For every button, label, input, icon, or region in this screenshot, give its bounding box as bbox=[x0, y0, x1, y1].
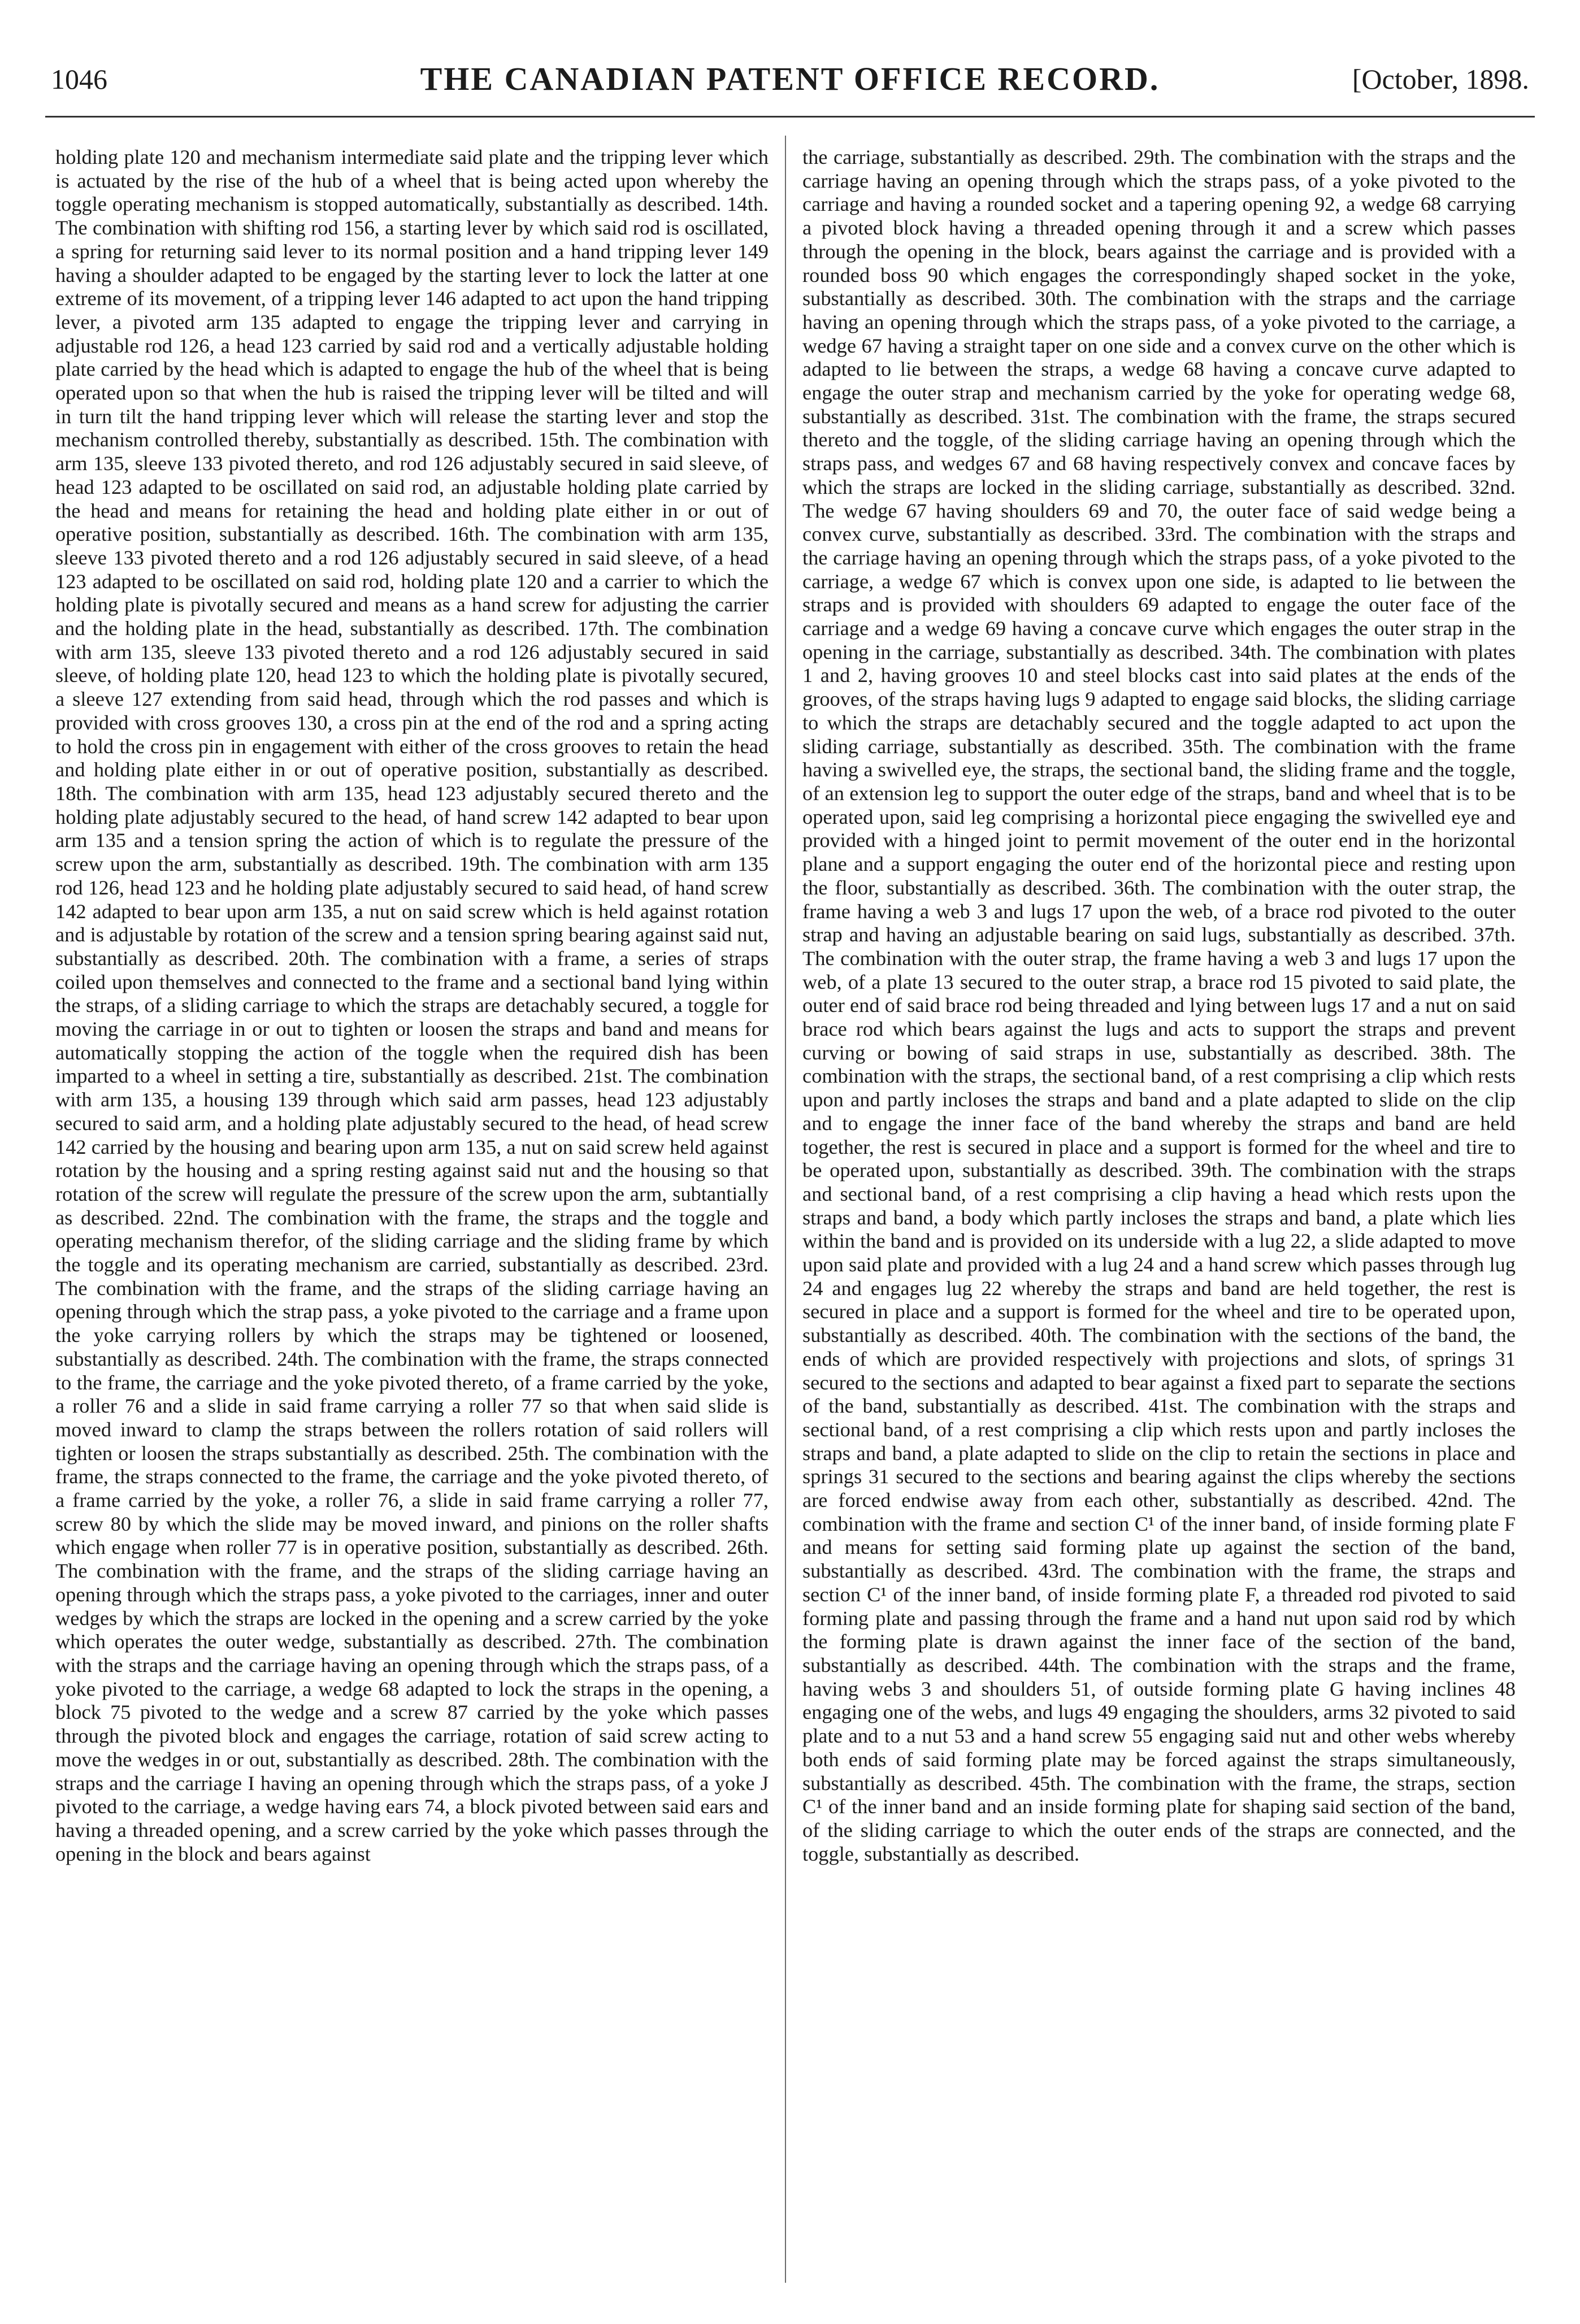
header-rule bbox=[45, 116, 1535, 118]
page-header bbox=[45, 51, 1535, 107]
left-column-text: holding plate 120 and mechanism intermediate said plate and the tripping lever which is actuated by the rise of the hub of a wheel that is being acted upon whereby the toggle operating mechanism is stopped automatically, substantially as described. 14th. The combination with shifting rod 156, a starting lever by which said rod is oscillated, a spring for returning said lever to its normal position and a hand tripping lever 149 having a shoulder adapted to be engaged by the starting lever to lock the latter at one extreme of its movement, of a tripping lever 146 adapted to act upon the hand tripping lever, a pivoted arm 135 adapted to engage the tripping lever and carrying in adjustable rod 126, a head 123 carried by said rod and a vertically adjustable holding plate carried by the head which is adapted to engage the hub of the wheel that is being operated upon so that when the hub is raised the tripping lever will be tilted and will in turn tilt the hand tripping lever which will release the starting lever and stop the mechanism controlled thereby, substantially as described. 15th. The combination with arm 135, sleeve 133 pivoted thereto, and rod 126 adjustably secured in said sleeve, of head 123 adapted to be oscillated on said rod, an adjustable holding plate carried by the head and means for retaining the head and holding plate either in or out of operative position, substantially as described. 16th. The combination with arm 135, sleeve 133 pivoted thereto and a rod 126 adjustably secured in said sleeve, of a head 123 adapted to be oscillated on said rod, holding plate 120 and a carrier to which the holding plate is pivotally secured and means as a hand screw for adjusting the carrier and the holding plate in the head, substantially as described. 17th. The combination with arm 135, sleeve 133 pivoted thereto and a rod 126 adjustably secured in said sleeve, of holding plate 120, head 123 to which the holding plate is pivotally secured, a sleeve 127 extending from said head, through which the rod passes and which is provided with cross grooves 130, a cross pin at the end of the rod and a spring acting to hold the cross pin in engagement with either of the cross grooves to retain the head and holding plate either in or out of operative position, substantially as described. 18th. The combination with arm 135, head 123 adjustably secured thereto and the holding plate adjustably secured to the head, of hand screw 142 adapted to bear upon arm 135 and a tension spring the action of which is to regulate the pressure of the screw upon the arm, substantially as described. 19th. The combination with arm 135 rod 126, head 123 and he holding plate adjustably secured to said head, of hand screw 142 adapted to bear upon arm 135, a nut on said screw which is held against rotation and is adjustable by rotation of the screw and a tension spring bearing against said nut, substantially as described. 20th. The combination with a frame, a series of straps coiled upon themselves and connected to the frame and a sectional band lying within the straps, of a sliding carriage to which the straps are detachably secured, a toggle for moving the carriage in or out to tighten or loosen the straps and band and means for automatically stopping the action of the toggle when the required dish has been imparted to a wheel in setting a tire, substantially as described. 21st. The combination with arm 135, a housing 139 through which said arm passes, head 123 adjustably secured to said arm, and a holding plate adjustably secured to the head, of head screw 142 carried by the housing and bearing upon arm 135, a nut on said screw held against rotation by the housing and a spring resting against said nut and the housing so that rotation of the screw will regulate the pressure of the screw upon the arm, subtantially as described. 22nd. The combination with the frame, the straps and the toggle and operating mechanism therefor, of the sliding carriage and the sliding frame by which the toggle and its operating mechanism are carried, substantially as described. 23rd. The combination with the frame, and the straps of the sliding carriage having an opening through which the strap pass, a yoke pivoted to the carriage and a frame upon the yoke carrying rollers by which the straps may be tightened or loosened, substantially as described. 24th. The combination with the frame, the straps connected to the frame, the carriage and the yoke pivoted thereto, of a frame carried by the yoke, a roller 76 and a slide in said frame carrying a roller 77 so that when said slide is moved inward to clamp the straps between the rollers rotation of said rollers will tighten or loosen the straps substantially as described. 25th. The combination with the frame, the straps connected to the frame, the carriage and the yoke pivoted thereto, of a frame carried by the yoke, a roller 76, a slide in said frame carrying a roller 77, screw 80 by which the slide may be moved inward, and pinions on the roller shafts which engage when roller 77 is in operative position, substantially as described. 26th. The combination with the frame, and the straps of the sliding carriage having an opening through which the straps pass, a yoke pivoted to the carriages, inner and outer wedges by which the straps are locked in the opening and a screw carried by the yoke which operates the outer wedge, substantially as described. 27th. The combination with the straps and the carriage having an opening through which the straps pass, of a yoke pivoted to the carriage, a wedge 68 adapted to lock the straps in the opening, a block 75 pivoted to the wedge and a screw 87 carried by the yoke which passes through the pivoted block and engages the carriage, rotation of said screw acting to move the wedges in or out, substantially as described. 28th. The combination with the straps and the carriage I having an opening through which the straps pass, of a yoke J pivoted to the carriage, a wedge having ears 74, a block pivoted between said ears and having a threaded opening, and a screw carried by the yoke which passes through the opening in the block and bears against bbox=[55, 146, 769, 1865]
column-divider bbox=[785, 136, 786, 2283]
issue-date: [October, 1898. bbox=[1352, 63, 1529, 95]
right-column bbox=[802, 146, 1516, 2282]
journal-title: THE CANADIAN PATENT OFFICE RECORD. bbox=[420, 60, 1160, 97]
page-number: 1046 bbox=[51, 63, 107, 95]
left-column bbox=[55, 146, 769, 2282]
right-column-text: the carriage, substantially as described. 29th. The combination with the straps and the carriage having an opening through which the straps pass, of a yoke pivoted to the carriage and having a rounded socket and a tapering opening 92, a wedge 68 carrying a pivoted block having a threaded opening through it and a screw which passes through the opening in the block, bears against the carriage and is provided with a rounded boss 90 which engages the correspondingly shaped socket in the yoke, substantially as described. 30th. The combination with the straps and the carriage having an opening through which the straps pass, of a yoke pivoted to the carriage, a wedge 67 having a straight taper on one side and a convex curve on the other which is adapted to lie between the straps, a wedge 68 having a concave curve adapted to engage the outer strap and mechanism carried by the yoke for operating wedge 68, substantially as described. 31st. The combination with the frame, the straps secured thereto and the toggle, of the sliding carriage having an opening through which the straps pass, and wedges 67 and 68 having respectively convex and concave faces by which the straps are locked in the sliding carriage, substantially as described. 32nd. The wedge 67 having shoulders 69 and 70, the outer face of said wedge being a convex curve, substantially as described. 33rd. The combination with the straps and the carriage having an opening through which the straps pass, of a yoke pivoted to the carriage, a wedge 67 which is convex upon one side, is adapted to lie between the straps and is provided with shoulders 69 adapted to engage the outer face of the carriage and a wedge 69 having a concave curve which engages the outer strap in the opening in the carriage, substantially as described. 34th. The combination with plates 1 and 2, having grooves 10 and steel blocks cast into said plates at the ends of the grooves, of the straps having lugs 9 adapted to engage said blocks, the sliding carriage to which the straps are detachably secured and the toggle adapted to act upon the sliding carriage, substantially as described. 35th. The combination with the frame having a swivelled eye, the straps, the sectional band, the sliding frame and the toggle, of an extension leg to support the outer edge of the straps, band and wheel that is to be operated upon, said leg comprising a horizontal piece engaging the swivelled eye and provided with a hinged joint to permit movement of the outer end in the horizontal plane and a support engaging the outer end of the horizontal piece and resting upon the floor, substantially as described. 36th. The combination with the outer strap, the frame having a web 3 and lugs 17 upon the web, of a brace rod pivoted to the outer strap and having an adjustable bearing on said lugs, substantially as described. 37th. The combination with the outer strap, the frame having a web 3 and lugs 17 upon the web, of a plate 13 secured to the outer strap, a brace rod 15 pivoted to said plate, the outer end of said brace rod being threaded and lying between lugs 17 and a nut on said brace rod which bears against the lugs and acts to support the straps and prevent curving or bowing of said straps in use, substantially as described. 38th. The combination with the straps, the sectional band, of a rest comprising a clip which rests upon and partly incloses the straps and band and a plate adapted to slide on the clip and to engage the inner face of the band whereby the straps and band are held together, the rest is secured in place and a support is formed for the wheel and tire to be operated upon, substantially as described. 39th. The combination with the straps and sectional band, of a rest comprising a clip having a head which rests upon the straps and band, a body which partly incloses the straps and band, a plate which lies within the band and is provided on its underside with a lug 22, a slide adapted to move upon said plate and provided with a lug 24 and a hand screw which passes through lug 24 and engages lug 22 whereby the straps and band are held together, the rest is secured in place and a support is formed for the wheel and tire to be operated upon, substantially as described. 40th. The combination with the sections of the band, the ends of which are provided respectively with projections and slots, of springs 31 secured to the sections and adapted to bear against a fixed part to separate the sections of the band, substantially as described. 41st. The combination with the straps and sectional band, of a rest comprising a clip which rests upon and partly incloses the straps and band, a plate adapted to slide on the clip to retain the sections in place and springs 31 secured to the sections and bearing against the clips whereby the sections are forced endwise away from each other, substantially as described. 42nd. The combination with the frame and section C¹ of the inner band, of inside forming plate F and means for setting said forming plate up against the section of the band, substantially as described. 43rd. The combination with the frame, the straps and section C¹ of the inner band, of inside forming plate F, a threaded rod pivoted to said forming plate and passing through the frame and a hand nut upon said rod by which the forming plate is drawn against the inner face of the section of the band, substantially as described. 44th. The combination with the straps and the frame, having webs 3 and shoulders 51, of outside forming plate G having inclines 48 engaging one of the webs, and lugs 49 engaging the shoulders, arms 32 pivoted to said plate and to a nut 53 and a hand screw 55 engaging said nut and other webs whereby both ends of said forming plate may be forced against the straps simultaneously, substantially as described. 45th. The combination with the frame, the straps, section C¹ of the inner band and an inside forming plate for shaping said section of the band, of the sliding carriage to which the outer ends of the straps are connected, and the toggle, substantially as described. bbox=[802, 146, 1516, 1865]
